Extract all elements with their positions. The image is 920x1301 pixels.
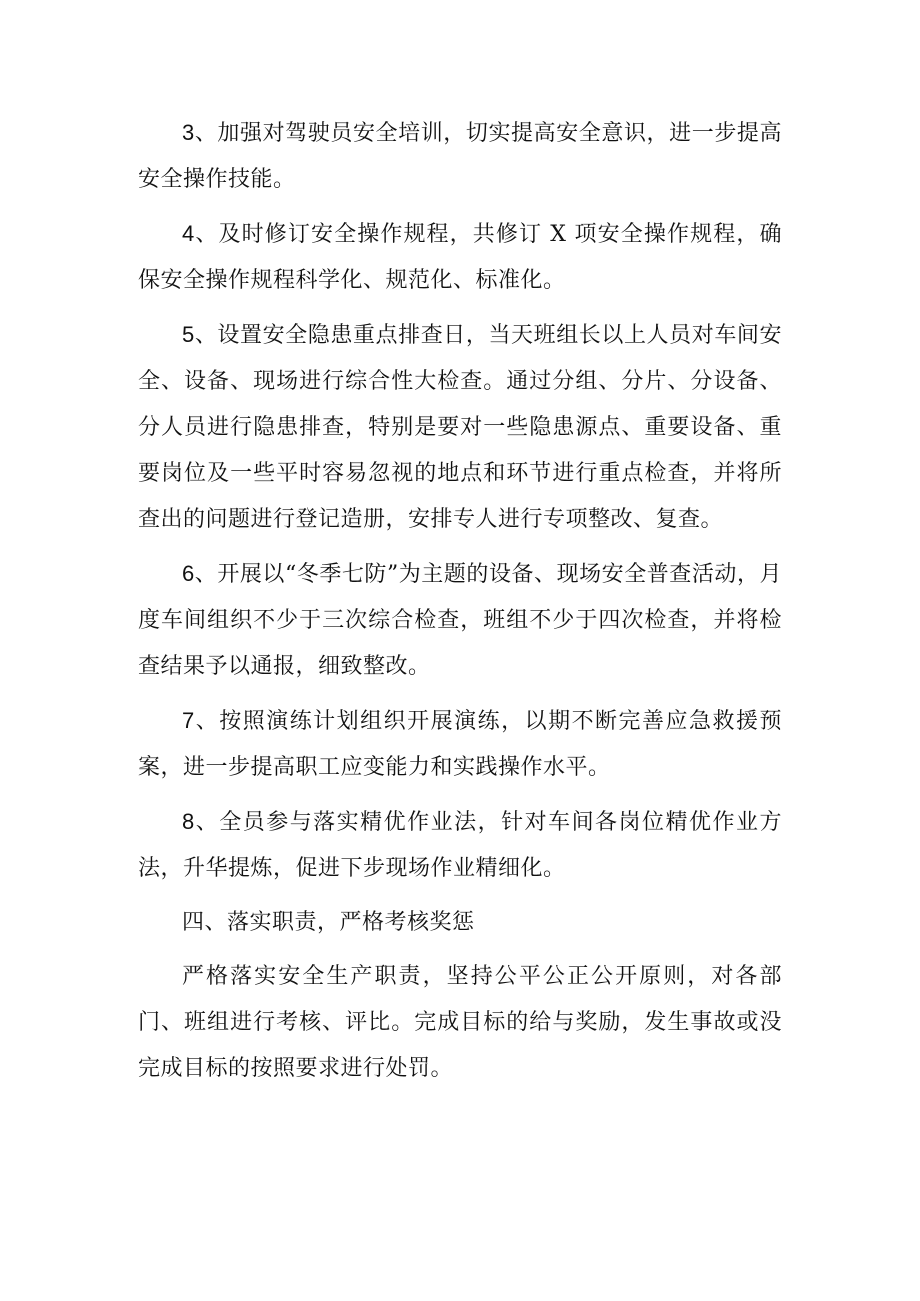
item-5-paragraph bbox=[138, 312, 782, 543]
item-number: 5 bbox=[182, 322, 195, 347]
item-text: 、按照演练计划组织开展演练，以期不断完善应急救援预案，进一步提高职工应变能力和实践操作水平。 bbox=[138, 709, 782, 780]
item-number: 6 bbox=[182, 561, 195, 586]
item-6-paragraph bbox=[138, 551, 782, 690]
item-text: 、全员参与落实精优作业法，针对车间各岗位精优作业方法，升华提炼，促进下步现场作业精细化。 bbox=[138, 810, 782, 881]
item-number: 8 bbox=[182, 809, 195, 834]
item-number: 3 bbox=[182, 120, 195, 145]
section-heading: 四、落实职责，严格考核奖惩 bbox=[182, 910, 475, 935]
item-number: 7 bbox=[182, 708, 195, 733]
closing-paragraph: 严格落实安全生产职责，坚持公平公正公开原则，对各部门、班组进行考核、评比。完成目标的给与奖励，发生事故或没完成目标的按照要求进行处罚。 bbox=[138, 964, 782, 1081]
item-3-paragraph bbox=[138, 110, 782, 203]
item-8-paragraph bbox=[138, 799, 782, 892]
item-4-paragraph bbox=[138, 211, 782, 304]
item-7-paragraph bbox=[138, 698, 782, 791]
item-text: 、加强对驾驶员安全培训，切实提高安全意识，进一步提高安全操作技能。 bbox=[138, 121, 782, 192]
item-number: 4 bbox=[182, 221, 195, 246]
item-text: 、设置安全隐患重点排查日，当天班组长以上人员对车间安全、设备、现场进行综合性大检查。通过分组、分片、分设备、分人员进行隐患排查，特别是要对一些隐患源点、重要设备、重要岗位及一些平时容易忽视的地点和环节进行重点检查，并将所查出的问题进行登记造册，安排专人进行专项整改、复查。 bbox=[138, 323, 782, 532]
item-text: 、开展以“冬季七防”为主题的设备、现场安全普查活动，月度车间组织不少于三次综合检查，班组不少于四次检查，并将检查结果予以通报，细致整改。 bbox=[138, 562, 782, 679]
item-text: 、及时修订安全操作规程，共修订 X 项安全操作规程，确保安全操作规程科学化、规范化、标准化。 bbox=[138, 222, 782, 293]
